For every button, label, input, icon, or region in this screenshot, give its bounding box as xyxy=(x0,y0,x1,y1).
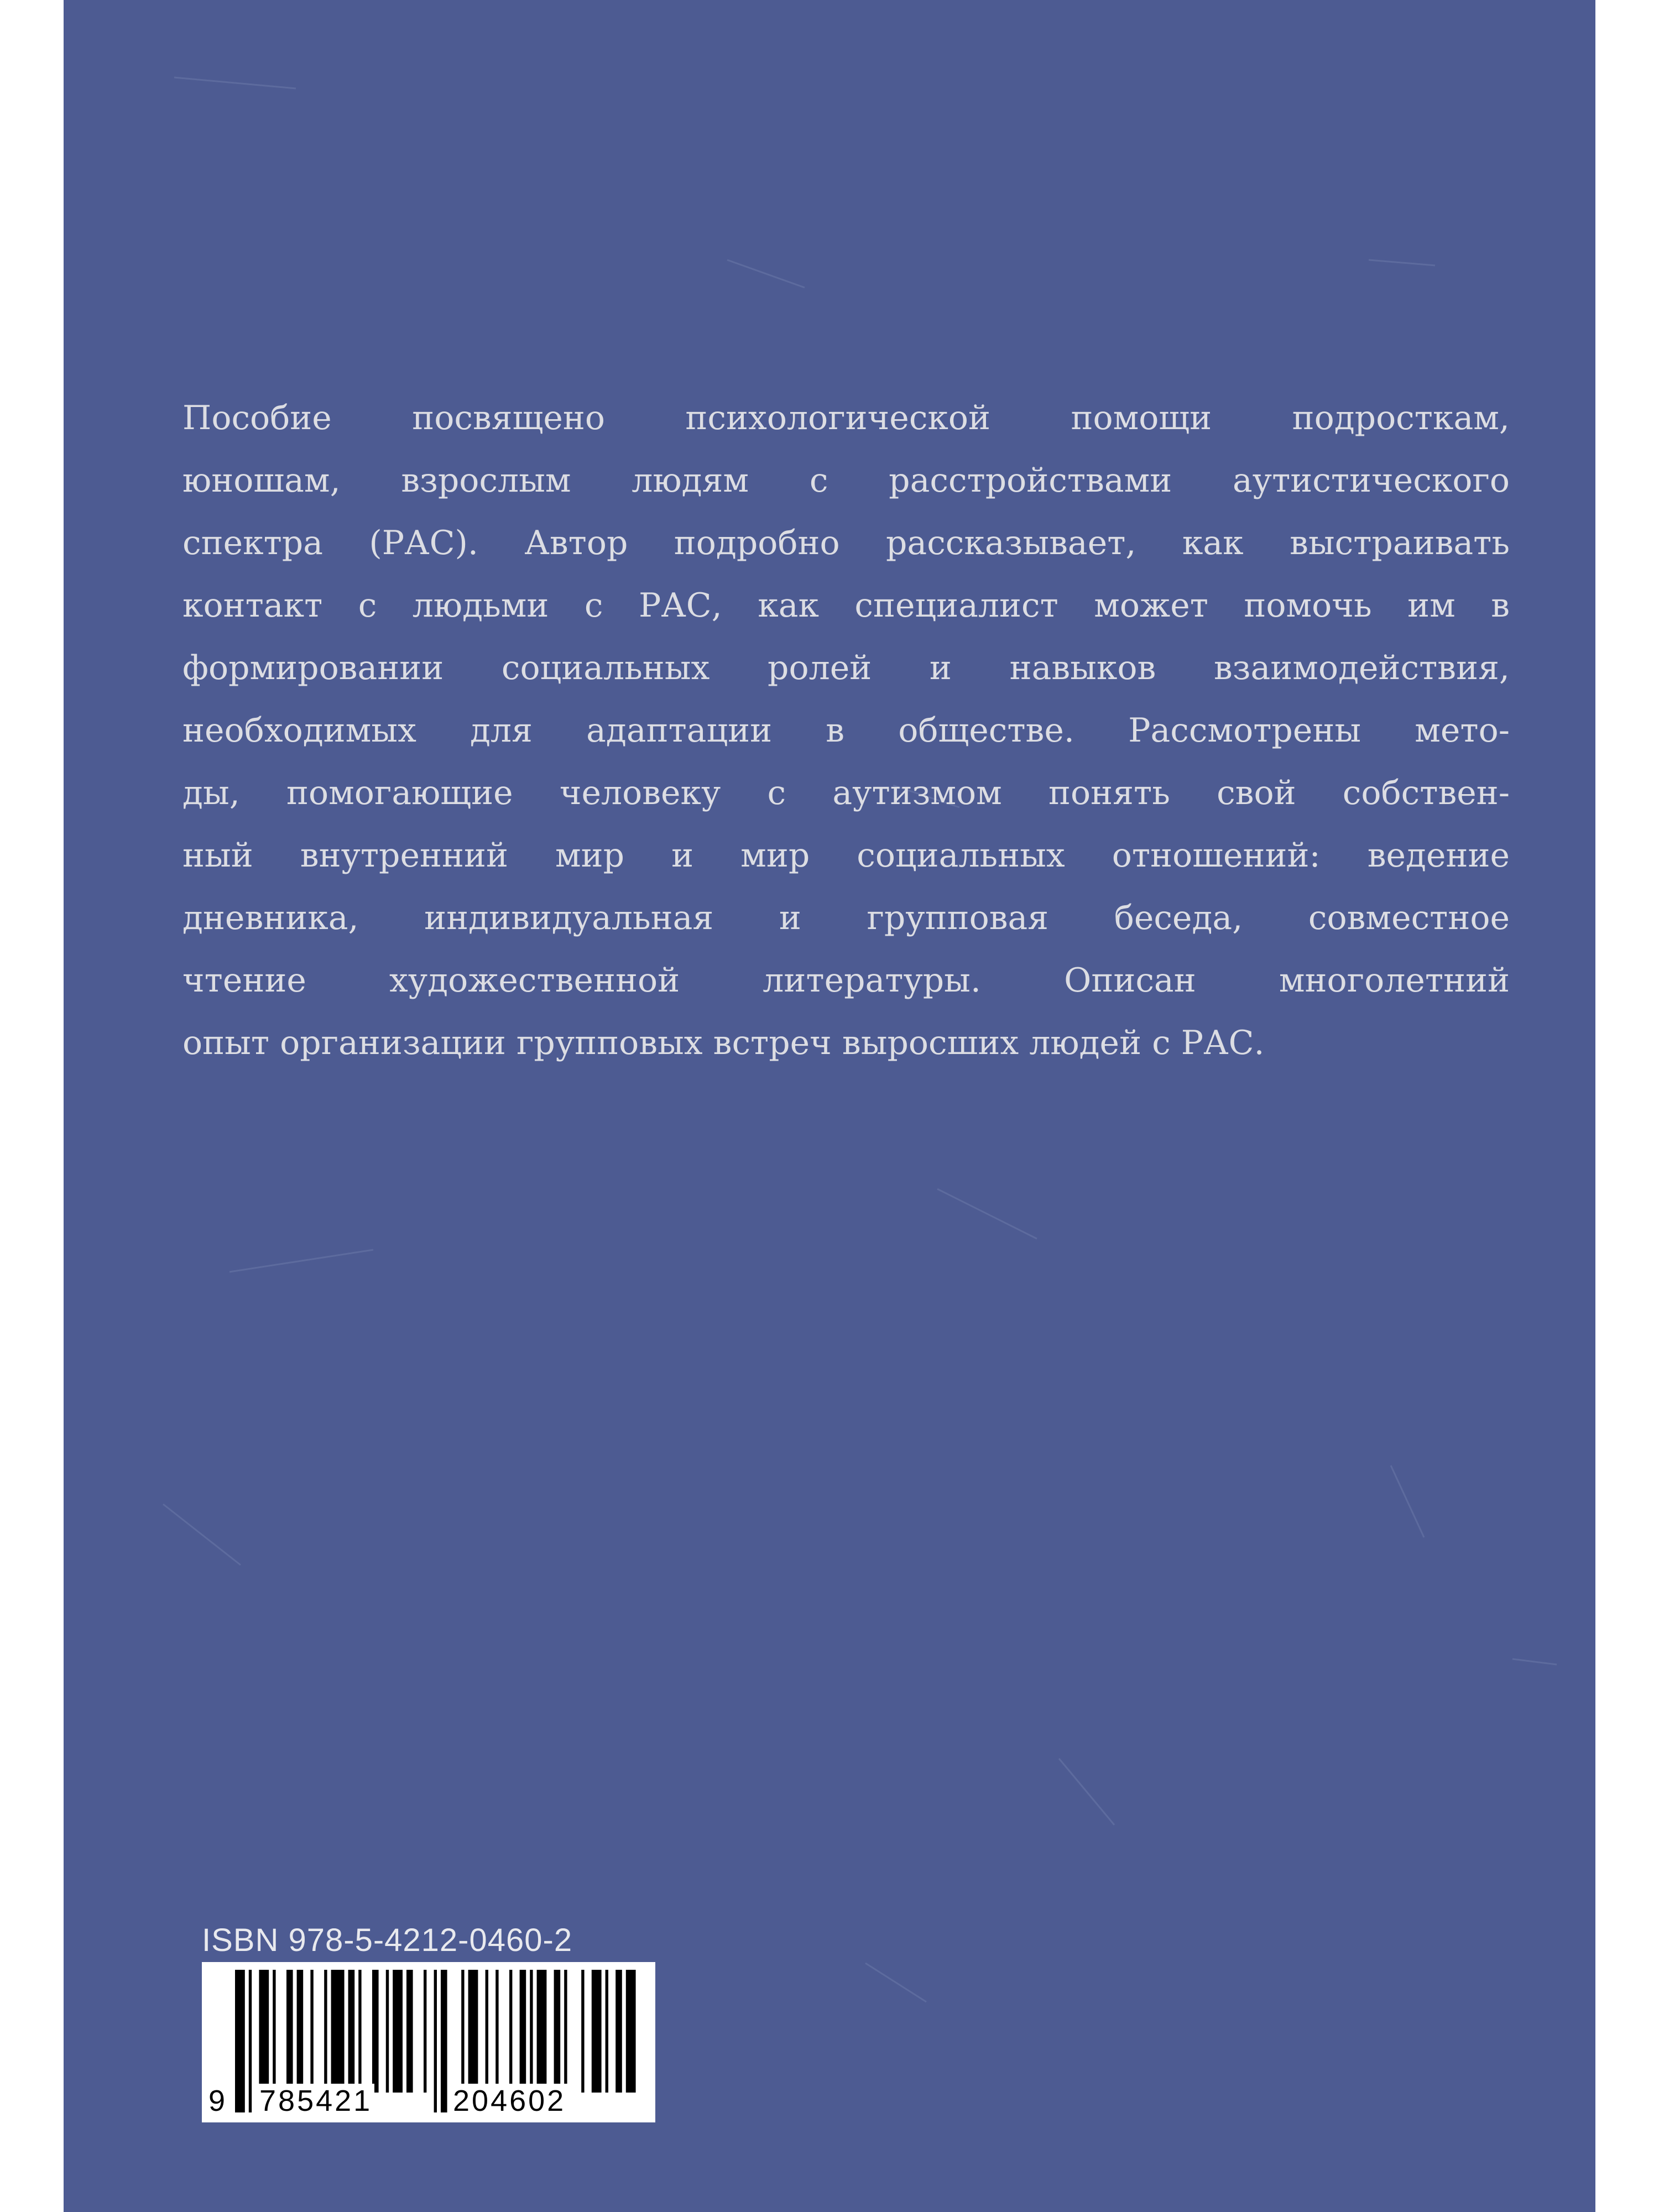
barcode-digits-left: 785421 xyxy=(257,2084,374,2118)
barcode-bar xyxy=(372,1970,379,2093)
annotation-line: ный внутренний мир и мир социальных отношений: ведение xyxy=(182,836,1510,875)
annotation-line: дневника, индивидуальная и групповая беседа, совместное xyxy=(182,899,1510,937)
annotation-line: Пособие посвящено психологической помощи подросткам, xyxy=(182,399,1510,437)
barcode-bar xyxy=(606,1970,608,2093)
barcode-bar xyxy=(554,1970,561,2093)
barcode-bar xyxy=(495,1970,498,2093)
barcode-bar xyxy=(273,1970,275,2093)
annotation-line: спектра (РАС). Автор подробно рассказывает, как выстраивать xyxy=(182,524,1510,562)
barcode-digits-right: 204602 xyxy=(451,2084,568,2118)
annotation-line: контакт с людьми с РАС, как специалист может помочь им в xyxy=(182,586,1510,625)
barcode-digit-first: 9 xyxy=(206,2084,227,2118)
barcode-bar xyxy=(564,1970,567,2093)
cover-scratch-texture xyxy=(64,0,1595,2212)
barcode-bar xyxy=(297,1970,304,2093)
book-back-cover xyxy=(64,0,1595,2212)
barcode-bar xyxy=(468,1970,478,2093)
barcode-bar xyxy=(486,1970,488,2093)
annotation-line: формировании социальных ролей и навыков взаимодействия, xyxy=(182,649,1510,687)
isbn-barcode xyxy=(202,1962,655,2122)
barcode-bar xyxy=(324,1970,327,2093)
annotation-line: опыт организации групповых встреч выросших людей с РАС. xyxy=(182,1024,1265,1062)
barcode-bar xyxy=(520,1970,526,2093)
isbn-label: ISBN 978-5-4212-0460-2 xyxy=(202,1922,573,1958)
barcode-bar xyxy=(358,1970,361,2093)
barcode-bar xyxy=(406,1970,413,2093)
annotation-line: чтение художественной литературы. Описан многолетний xyxy=(182,961,1510,1000)
barcode-bar xyxy=(537,1970,547,2093)
barcode-bar xyxy=(424,1970,426,2093)
annotation-line: юношам, взрослым людям с расстройствами аутистического xyxy=(182,461,1510,500)
barcode-bar xyxy=(348,1970,355,2093)
barcode-bar xyxy=(393,1970,403,2093)
barcode-bar xyxy=(615,1970,622,2093)
barcode-digits xyxy=(202,2084,655,2117)
annotation-line: ды, помогающие человеку с аутизмом понять свой собствен- xyxy=(182,774,1510,812)
barcode-bar xyxy=(530,1970,533,2093)
barcode-bar xyxy=(461,1970,464,2093)
barcode-bar xyxy=(259,1970,269,2093)
barcode-bar xyxy=(386,1970,389,2093)
barcode-bar xyxy=(509,1970,512,2093)
barcode-bar xyxy=(581,1970,584,2093)
barcode-bar xyxy=(331,1970,345,2093)
annotation-line: необходимых для адаптации в обществе. Рассмотрены мето- xyxy=(182,711,1510,750)
barcode-bar xyxy=(286,1970,293,2093)
barcode-bar xyxy=(310,1970,313,2093)
barcode-bar xyxy=(626,1970,636,2093)
annotation-text xyxy=(182,387,1510,1074)
barcode-bar xyxy=(592,1970,602,2093)
